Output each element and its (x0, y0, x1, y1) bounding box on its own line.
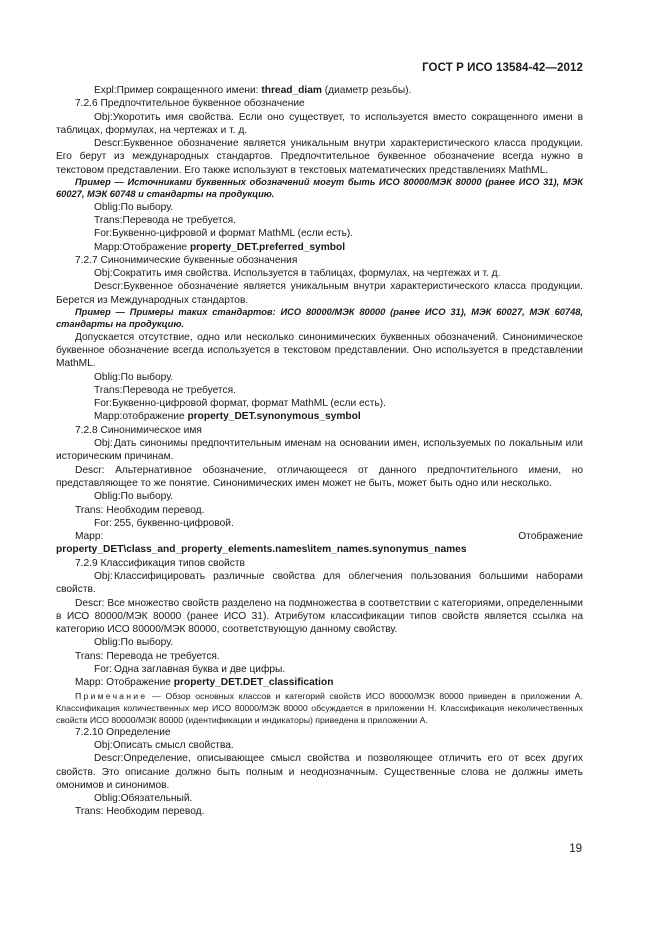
expl-line: Expl:Пример сокращенного имени: thread_diam (диаметр резьбы). (94, 85, 412, 96)
body-paragraph: Допускается отсутствие, одно или несколько синонимических буквенных обозначений. Синонимическое буквенное обозначение всегда используется в текстовом представлении. Оно используется в представлении MathML. (56, 331, 583, 370)
section-heading-7-2-6: 7.2.6 Предпочтительное буквенное обозначение (75, 98, 305, 110)
for-line: For:Буквенно-цифровой формат, формат MathML (если есть). (94, 398, 386, 410)
obj-line: Obj:Укоротить имя свойства. Если оно существует, то используется вместо сокращенного имени в таблицах, формулах, на чертежах и т. д. (56, 111, 583, 136)
oblig-line: Oblig:По выбору. (94, 371, 174, 383)
descr-line: Descr: Альтернативное обозначение, отличающееся от данного предпочтительного имени, но представляющее то же понятие. Синонимических имен может не быть, может быть одно или несколько. (56, 464, 583, 489)
obj-line: Obj:Сократить имя свойства. Используется в таблицах, формулах, на чертежах и т. д. (94, 268, 501, 280)
oblig-line: Oblig:По выбору. (94, 637, 174, 649)
page-number: 19 (569, 843, 582, 855)
descr-line: Descr: Все множество свойств разделено на подмножества в соответствии с категориями, определенными в ИСО 80000/МЭК 80000 (ранее ИСО 31). Атрибутом классификации типов свойств является ссылка на категорию ИСО 80000/МЭК 80000, соответствующую данному свойству. (56, 597, 583, 636)
for-line: For: 255, буквенно-цифровой. (94, 517, 234, 529)
descr-line: Descr:Буквенное обозначение является уникальным внутри характеристического класса продукции. Его берут из международных стандартов. Предпочтительное буквенное обозначение всегда нужно в текстовом представлении. Его также используют в текстовых математических представлениях MathML. (56, 138, 583, 176)
section-heading-7-2-10: 7.2.10 Определение (75, 726, 171, 738)
trans-line: Trans: Перевода не требуется. (75, 650, 220, 662)
mapp-line: Mapp:Отображение property_DET.preferred_symbol (94, 241, 346, 253)
example-line: Пример — Примеры таких стандартов: ИСО 80000/МЭК 80000 (ранее ИСО 31), МЭК 60027, МЭК 60748, стандарты на продукцию. (56, 307, 583, 329)
obj-line: Obj:Классифицировать различные свойства для облегчения пользования большими наборами свойств. (56, 570, 583, 596)
descr-line: Descr:Определение, описывающее смысл свойства и позволяющее отличить его от всех других свойств. Это описание должно быть полным и неоднозначным. Существенные слова не должны иметь омонимов и синонимов. (56, 753, 583, 791)
trans-line: Trans: Необходим перевод. (75, 806, 205, 818)
section-heading-7-2-7: 7.2.7 Синонимические буквенные обозначения (75, 254, 298, 266)
oblig-line: Oblig:Обязательный. (94, 793, 193, 805)
page-header: ГОСТ Р ИСО 13584-42—2012 (422, 62, 583, 74)
example-line: Пример — Источниками буквенных обозначений могут быть ИСО 80000/МЭК 80000 (ранее ИСО 31), МЭК 60027, МЭК 60748 и стандарты на продукцию. (56, 177, 583, 199)
trans-line: Trans:Перевода не требуется. (94, 384, 236, 396)
section-heading-7-2-8: 7.2.8 Синонимическое имя (75, 424, 202, 436)
mapp-line: Mapp: Отображение property_DET\class_and_property_elements.names\item_names.synonymus_names (56, 531, 583, 556)
trans-line: Trans: Необходим перевод. (75, 504, 205, 516)
note-paragraph: Примечание — Обзор основных классов и категорий свойств ИСО 80000/МЭК 80000 приведен в приложении А. Классификация количественных мер ИСО 80000/МЭК 80000 обсуждается в приложении Н. Классификация неколичественных свойств ИСО 80000/МЭК 80000 (идентификации и индикаторы) приведена в приложении А. (56, 690, 583, 725)
descr-line: Descr:Буквенное обозначение является уникальным внутри характеристического класса продукции. Берется из Международных стандартов. (56, 281, 583, 306)
trans-line: Trans:Перевода не требуется. (94, 214, 236, 226)
obj-line: Obj:Описать смысл свойства. (94, 739, 234, 751)
mapp-line: Mapp:отображение property_DET.synonymous_symbol (94, 411, 361, 423)
section-heading-7-2-9: 7.2.9 Классификация типов свойств (75, 557, 245, 569)
for-line: For:Буквенно-цифровой и формат MathML (если есть). (94, 228, 354, 240)
for-line: For: Одна заглавная буква и две цифры. (94, 664, 286, 676)
document-body (56, 84, 583, 819)
oblig-line: Oblig:По выбору. (94, 201, 174, 213)
mapp-line: Mapp: Отображение property_DET.DET_classification (75, 677, 334, 689)
obj-line: Obj:Дать синонимы предпочтительным именам на основании имен, используемых по локальным или историческим причинам. (56, 438, 583, 463)
oblig-line: Oblig:По выбору. (94, 491, 174, 503)
